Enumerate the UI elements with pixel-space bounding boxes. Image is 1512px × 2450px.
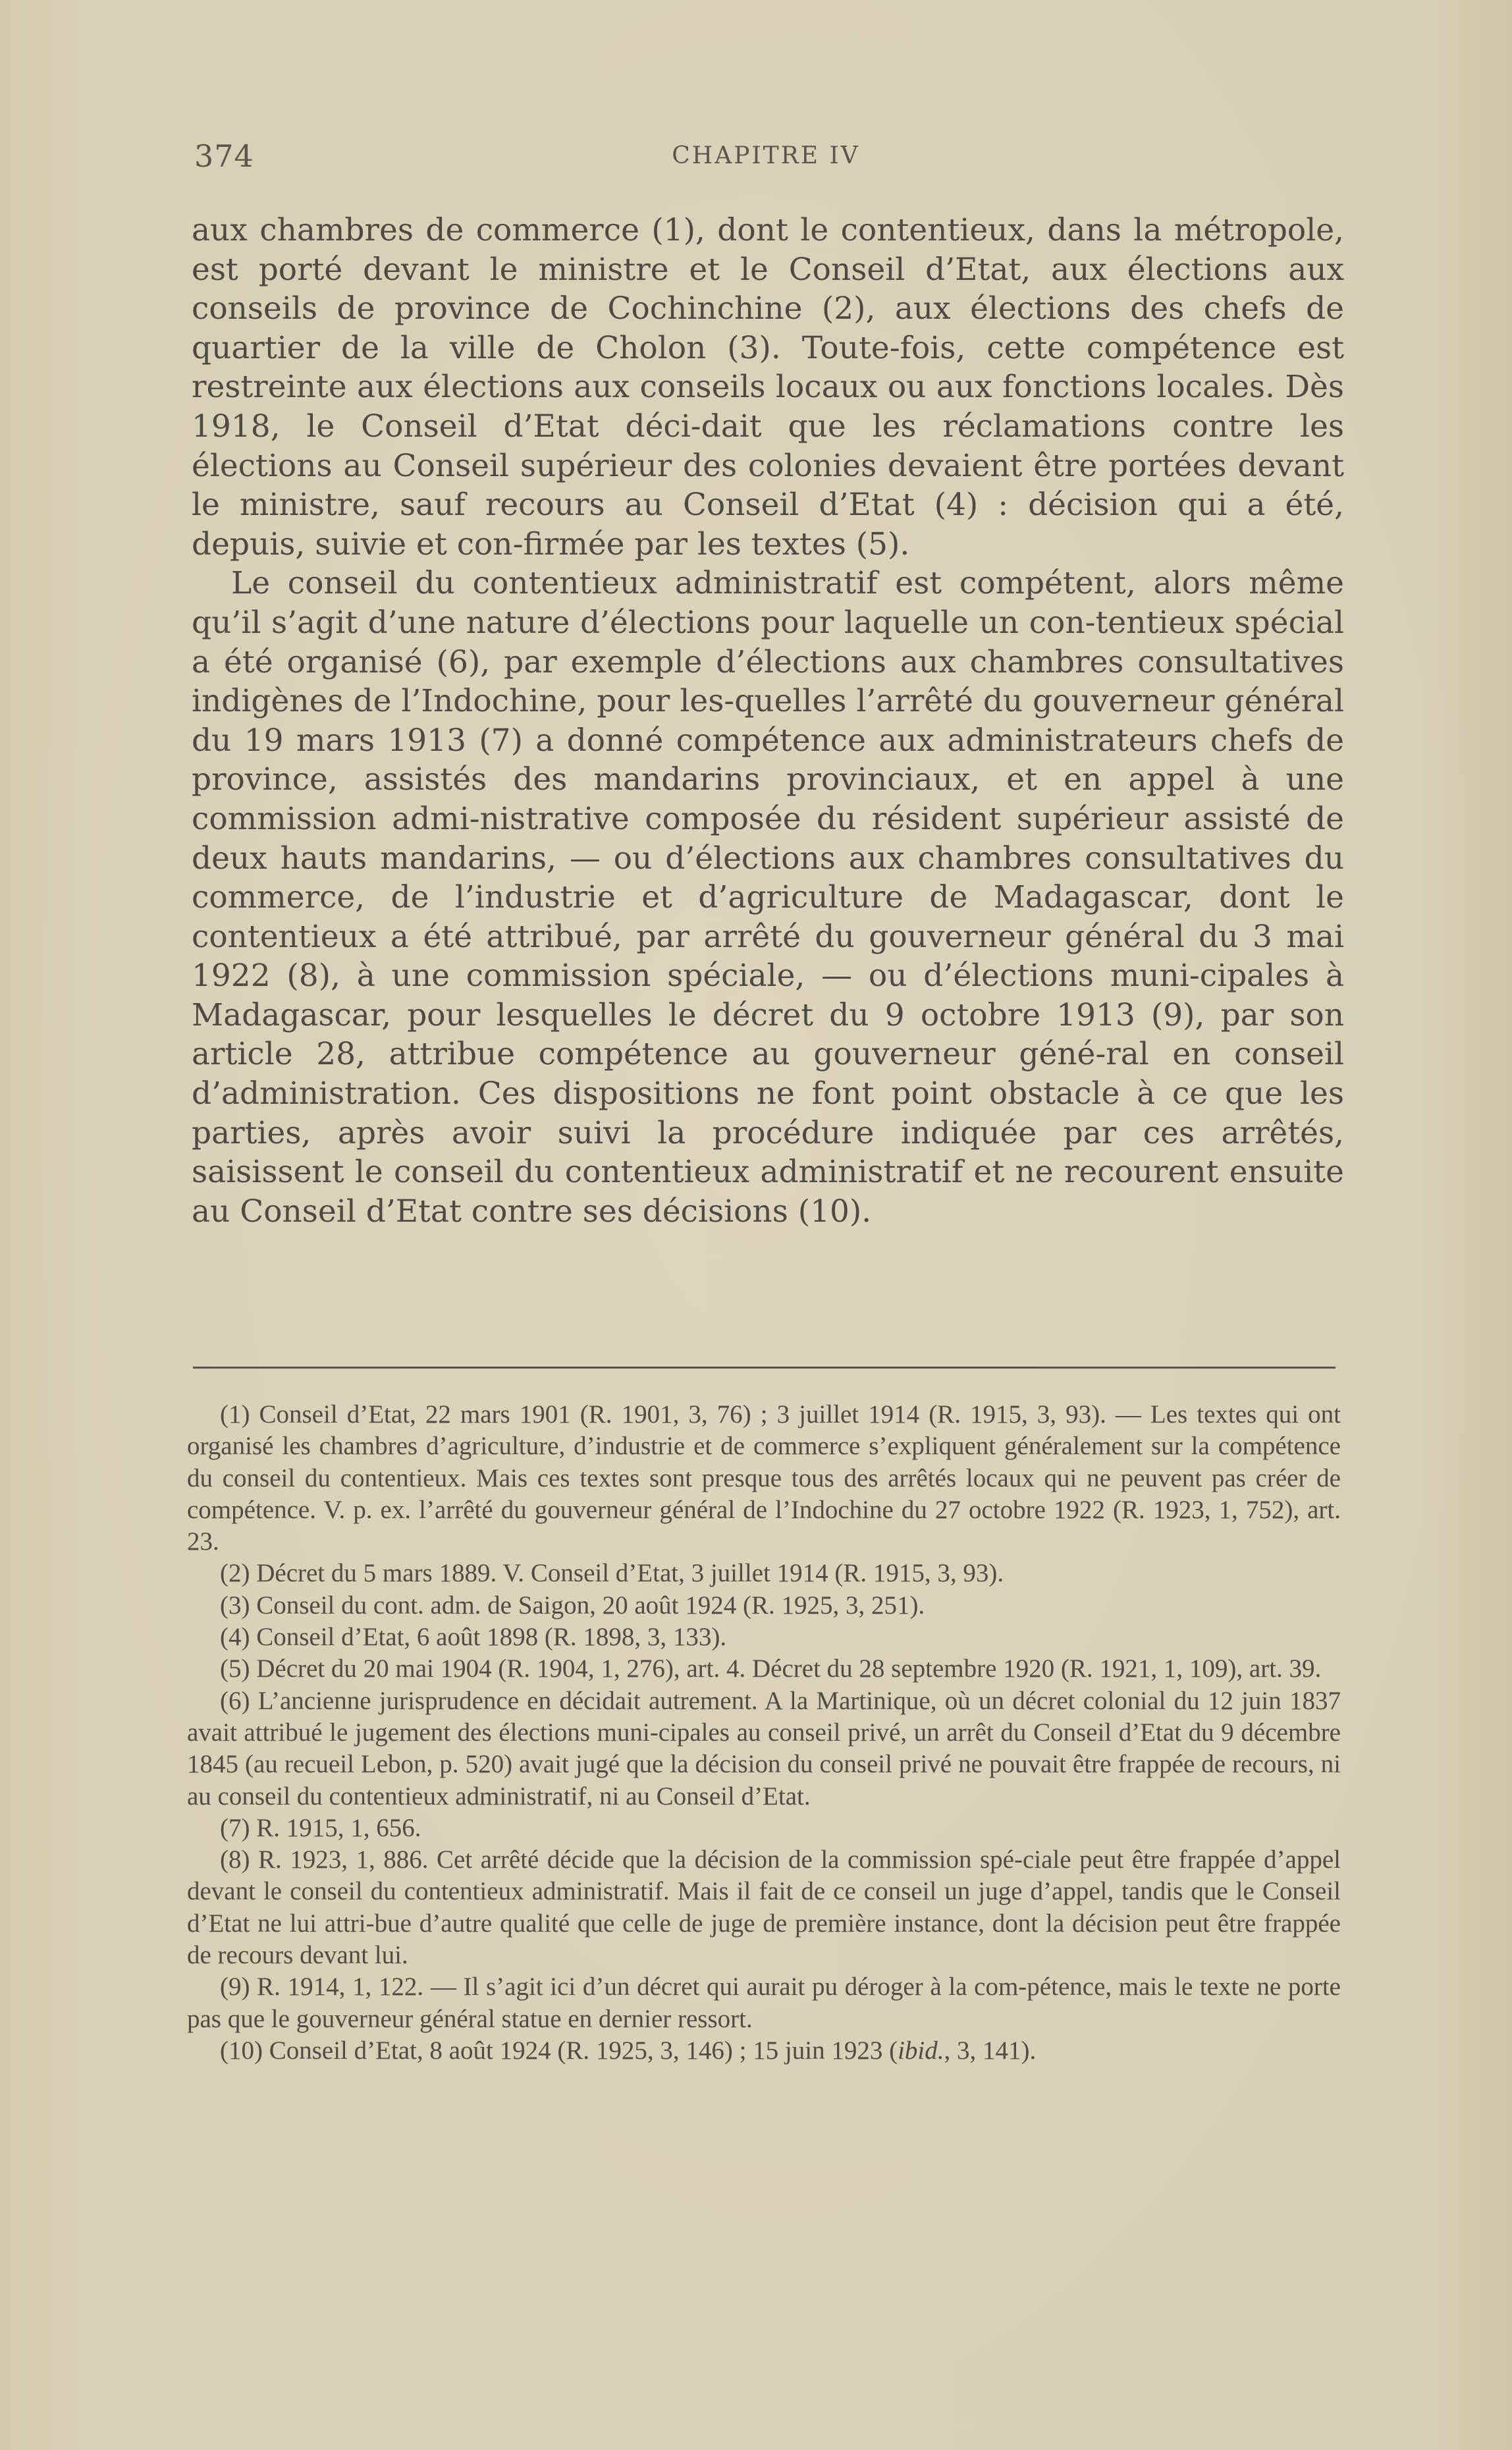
footnote: (2) Décret du 5 mars 1889. V. Conseil d’Etat, 3 juillet 1914 (R. 1915, 3, 93).	[220, 1559, 1004, 1588]
footnote-italic: ibid.	[898, 2036, 944, 2065]
footnotes	[187, 1399, 1341, 2067]
page-header	[193, 138, 1339, 178]
footnote-text: , 3, 141).	[944, 2036, 1037, 2065]
footnote	[187, 2035, 1341, 2067]
footnote-separator	[193, 1367, 1336, 1369]
running-head: CHAPITRE IV	[672, 142, 860, 169]
footnote: (3) Conseil du cont. adm. de Saigon, 20 août 1924 (R. 1925, 3, 251).	[220, 1591, 925, 1620]
page-number: 374	[194, 138, 254, 174]
footnote: (6) L’ancienne jurisprudence en décidait autrement. A la Martinique, où un décret colonial du 12 juin 1837 avait attribué le jugement des élections muni-cipales au conseil privé, un arrêt du Conseil d’Etat du 9 décembre 1845 (au recueil Lebon, p. 520) avait jugé que la décision du conseil privé ne pouvait être frappée de recours, ni au conseil du contentieux administratif, ni au Conseil d’Etat.	[187, 1686, 1341, 1810]
paragraph: aux chambres de commerce (1), dont le contentieux, dans la métropole, est porté devant le ministre et le Conseil d’Etat, aux élections aux conseils de province de Cochinchine (2), aux élections des chefs de quartier de la ville de Cholon (3). Toute-fois, cette compétence est restreinte aux élections aux conseils locaux ou aux fonctions locales. Dès 1918, le Conseil d’Etat déci-dait que les réclamations contre les élections au Conseil supérieur des colonies devaient être portées devant le ministre, sauf recours au Conseil d’Etat (4) : décision qui a été, depuis, suivie et con-firmée par les textes (5).	[192, 212, 1344, 562]
footnote-text: (10) Conseil d’Etat, 8 août 1924 (R. 1925, 3, 146) ; 15 juin 1923 (	[220, 2036, 898, 2065]
footnote: (7) R. 1915, 1, 656.	[220, 1813, 421, 1842]
main-text	[192, 211, 1344, 1231]
footnote: (9) R. 1914, 1, 122. — Il s’agit ici d’un décret qui aurait pu déroger à la com-pétence, mais le texte ne porte pas que le gouverneur général statue en dernier ressort.	[187, 1973, 1341, 2033]
footnote: (8) R. 1923, 1, 886. Cet arrêté décide que la décision de la commission spé-ciale peut être frappée d’appel devant le conseil du contentieux administratif. Mais il fait de ce conseil un juge d’appel, tandis que le Conseil d’Etat ne lui attri-bue d’autre qualité que celle de juge de première instance, dont la décision peut être frappée de recours devant lui.	[187, 1845, 1341, 1970]
footnote: (1) Conseil d’Etat, 22 mars 1901 (R. 1901, 3, 76) ; 3 juillet 1914 (R. 1915, 3, 93). — Les textes qui ont organisé les chambres d’agriculture, d’industrie et de commerce s’expliquent généralement sur la compétence du conseil du contentieux. Mais ces textes sont presque tous des arrêtés locaux qui ne peuvent pas créer de compétence. V. p. ex. l’arrêté du gouverneur général de l’Indochine du 27 octobre 1922 (R. 1923, 1, 752), art. 23.	[187, 1400, 1341, 1556]
paragraph: Le conseil du contentieux administratif est compétent, alors même qu’il s’agit d’une nature d’élections pour laquelle un con-tentieux spécial a été organisé (6), par exemple d’élections aux chambres consultatives indigènes de l’Indochine, pour les-quelles l’arrêté du gouverneur général du 19 mars 1913 (7) a donné compétence aux administrateurs chefs de province, assistés des mandarins provinciaux, et en appel à une commission admi-nistrative composée du résident supérieur assisté de deux hauts mandarins, — ou d’élections aux chambres consultatives du commerce, de l’industrie et d’agriculture de Madagascar, dont le contentieux a été attribué, par arrêté du gouverneur général du 3 mai 1922 (8), à une commission spéciale, — ou d’élections muni-cipales à Madagascar, pour lesquelles le décret du 9 octobre 1913 (9), par son article 28, attribue compétence au gouverneur géné-ral en conseil d’administration. Ces dispositions ne font point obstacle à ce que les parties, après avoir suivi la procédure indiquée par ces arrêtés, saisissent le conseil du contentieux administratif et ne recourent ensuite au Conseil d’Etat contre ses décisions (10).	[192, 565, 1344, 1230]
footnote: (4) Conseil d’Etat, 6 août 1898 (R. 1898, 3, 133).	[220, 1623, 727, 1652]
footnote: (5) Décret du 20 mai 1904 (R. 1904, 1, 276), art. 4. Décret du 28 septembre 1920 (R. 1921, 1, 109), art. 39.	[220, 1654, 1322, 1683]
